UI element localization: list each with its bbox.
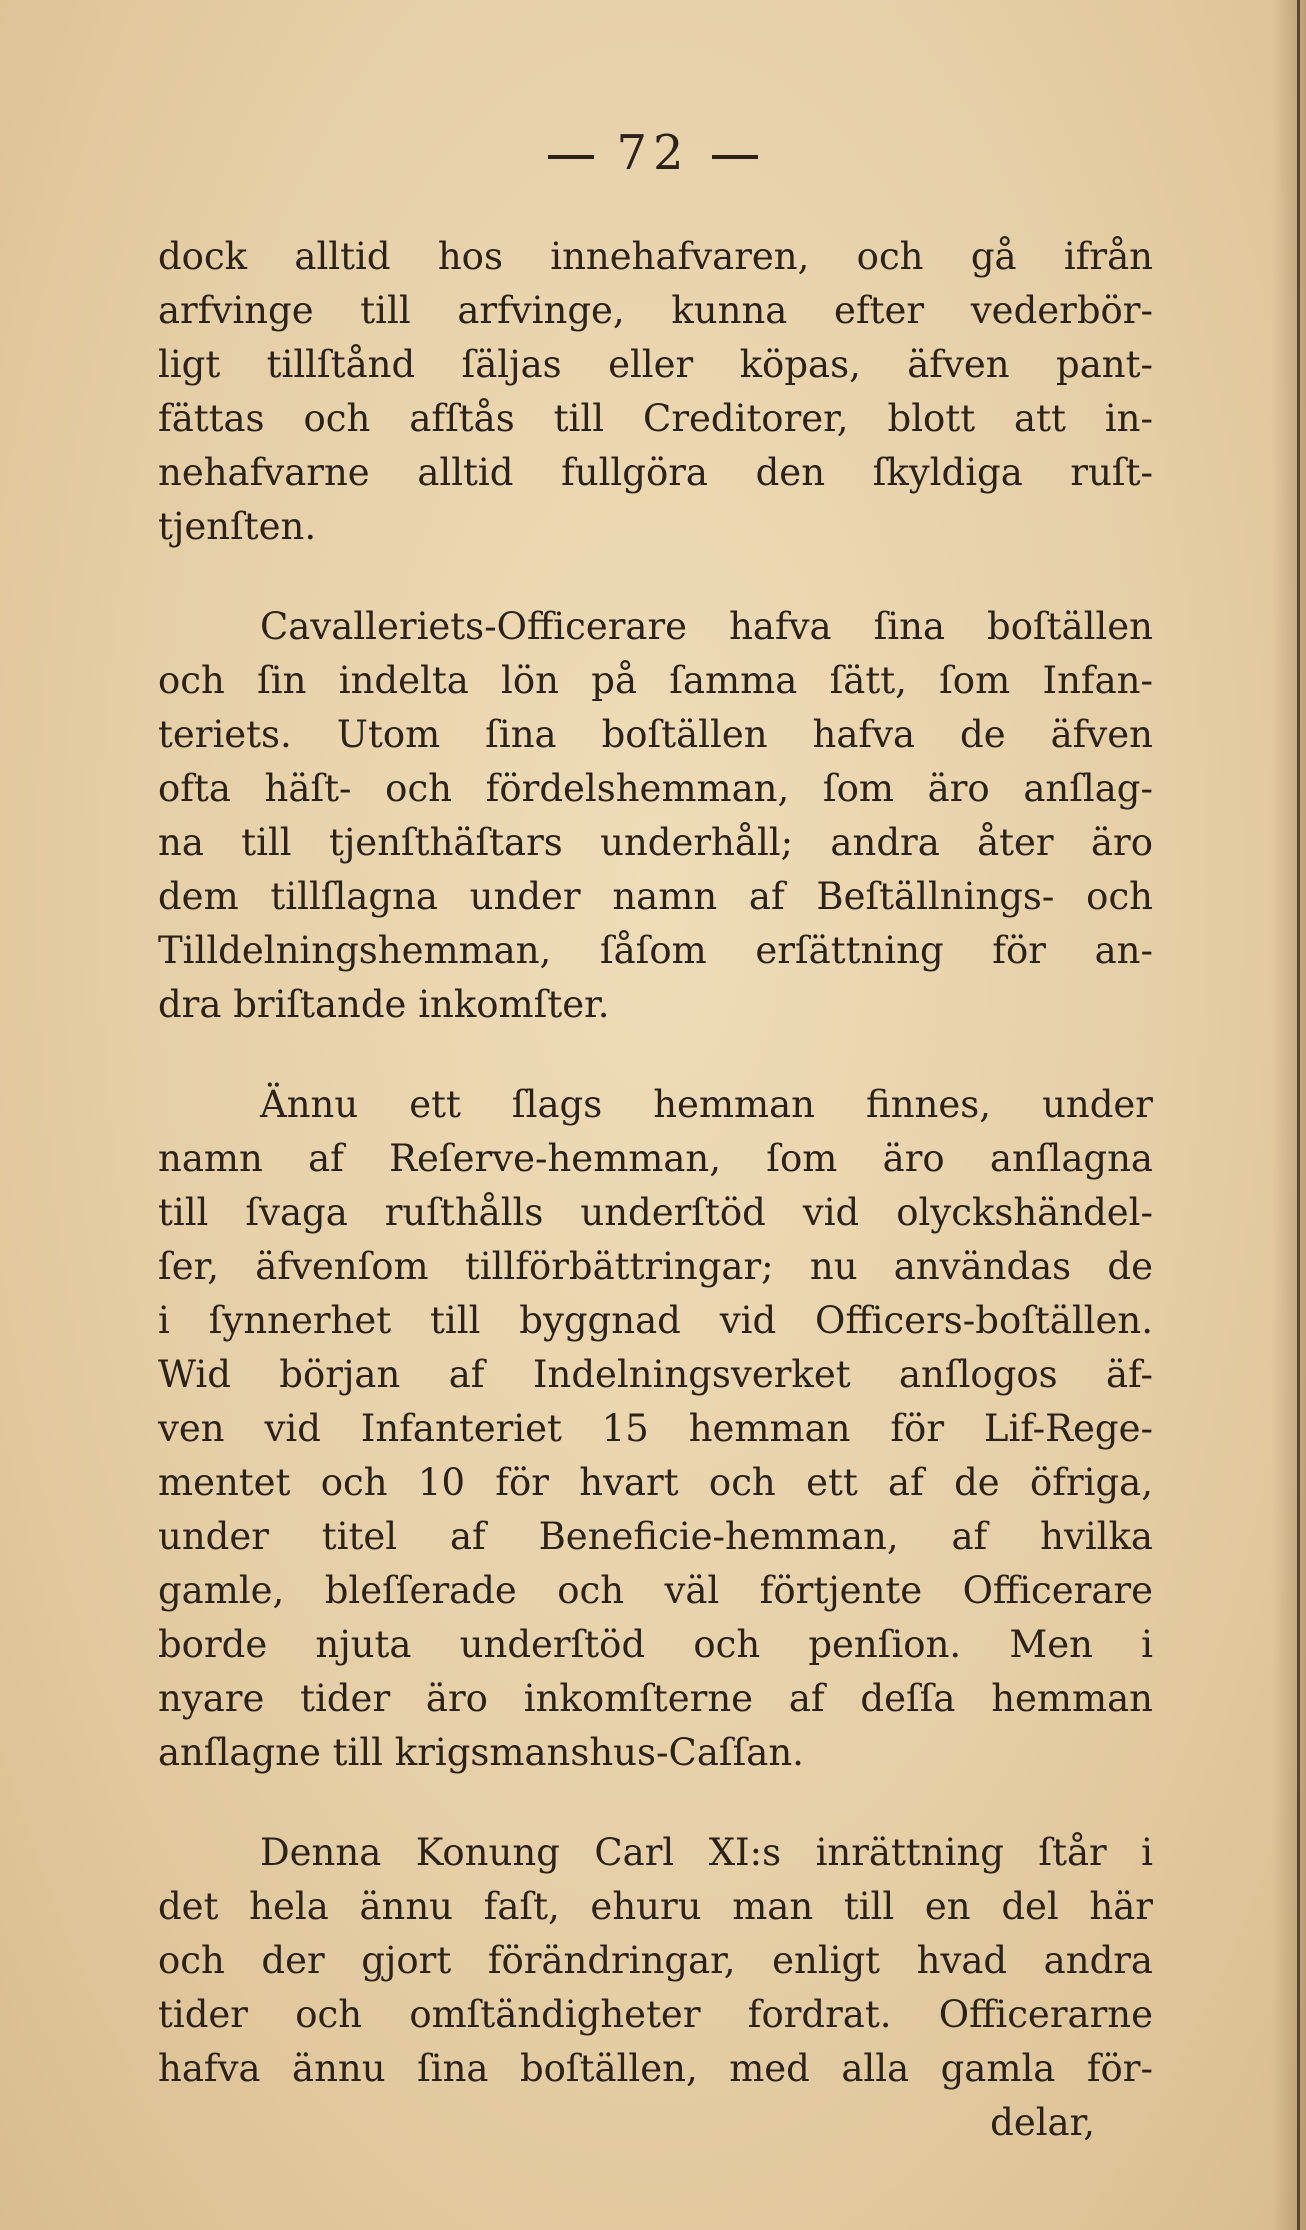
text-line: dra briſtande inkomſter. — [158, 983, 610, 1026]
paragraph-4 — [158, 1826, 1153, 2096]
text-line: dock alltid hos innehafvaren, och gå ifrån — [158, 235, 1153, 278]
text-line: tider och omſtändigheter fordrat. Officerarne — [158, 1993, 1153, 2036]
text-line: na till tjenſthäſtars underhåll; andra åter äro — [158, 821, 1153, 864]
page-edge-line — [1297, 0, 1300, 2230]
text-line: borde njuta underſtöd och penſion. Men i — [158, 1623, 1153, 1666]
text-line: till ſvaga ruſthålls underſtöd vid olyckshändel- — [158, 1191, 1153, 1234]
text-line: tjenſten. — [158, 505, 317, 548]
paragraph-1 — [158, 230, 1153, 554]
text-line: gamle, bleſſerade och väl förtjente Officerare — [158, 1569, 1153, 1612]
text-line: nehafvarne alltid fullgöra den ſkyldiga ruſt- — [158, 451, 1153, 494]
text-line: mentet och 10 för hvart och ett af de öfriga, — [158, 1461, 1153, 1504]
text-line: teriets. Utom ſina boſtällen hafva de äfven — [158, 713, 1153, 756]
text-line: Ännu ett ſlags hemman finnes, under — [260, 1083, 1153, 1126]
text-line: dem tillſlagna under namn af Beſtällnings- och — [158, 875, 1153, 918]
catchword: delar, — [990, 2101, 1095, 2144]
header-dash-left — [548, 155, 594, 159]
text-line: Tilldelningshemman, ſåſom erſättning för an- — [158, 929, 1153, 972]
text-line: ven vid Infanteriet 15 hemman för Lif-Rege- — [158, 1407, 1153, 1450]
paragraph-3 — [158, 1078, 1153, 1780]
paragraph-gap — [158, 1780, 1153, 1826]
text-line: arfvinge till arfvinge, kunna efter vederbör- — [158, 289, 1153, 332]
paragraph-2 — [158, 600, 1153, 1032]
text-line: det hela ännu faſt, ehuru man till en del här — [158, 1885, 1153, 1928]
text-line: under titel af Beneficie-hemman, af hvilka — [158, 1515, 1153, 1558]
page-edge-shadow — [1272, 0, 1306, 2230]
text-line: ofta häſt- och fördelshemman, ſom äro anſlag- — [158, 767, 1153, 810]
text-line: Cavalleriets-Officerare hafva ſina boſtällen — [260, 605, 1153, 648]
text-line: och der gjort förändringar, enligt hvad andra — [158, 1939, 1153, 1982]
header-dash-right — [712, 155, 758, 159]
page-number: 72 — [616, 125, 690, 181]
body-text — [158, 230, 1153, 2150]
text-line: i ſynnerhet till byggnad vid Officers-boſtällen. — [158, 1299, 1153, 1342]
text-line: fättas och afſtås till Creditorer, blott att in- — [158, 397, 1153, 440]
text-line: ligt tillſtånd ſäljas eller köpas, äfven pant- — [158, 343, 1153, 386]
page-header — [0, 125, 1306, 181]
text-line: namn af Reſerve-hemman, ſom äro anſlagna — [158, 1137, 1153, 1180]
text-line: anſlagne till krigsmanshus-Caſſan. — [158, 1731, 804, 1774]
text-line: Denna Konung Carl XI:s inrättning ſtår i — [260, 1831, 1153, 1874]
paragraph-gap — [158, 1032, 1153, 1078]
text-line: nyare tider äro inkomſterne af deſſa hemman — [158, 1677, 1153, 1720]
text-line: Wid början af Indelningsverket anſlogos äf- — [158, 1353, 1153, 1396]
paragraph-gap — [158, 554, 1153, 600]
text-line: ſer, äfvenſom tillförbättringar; nu användas de — [158, 1245, 1153, 1288]
text-line: och ſin indelta lön på ſamma ſätt, ſom Infan- — [158, 659, 1153, 702]
text-line: hafva ännu ſina boſtällen, med alla gamla för- — [158, 2047, 1153, 2090]
